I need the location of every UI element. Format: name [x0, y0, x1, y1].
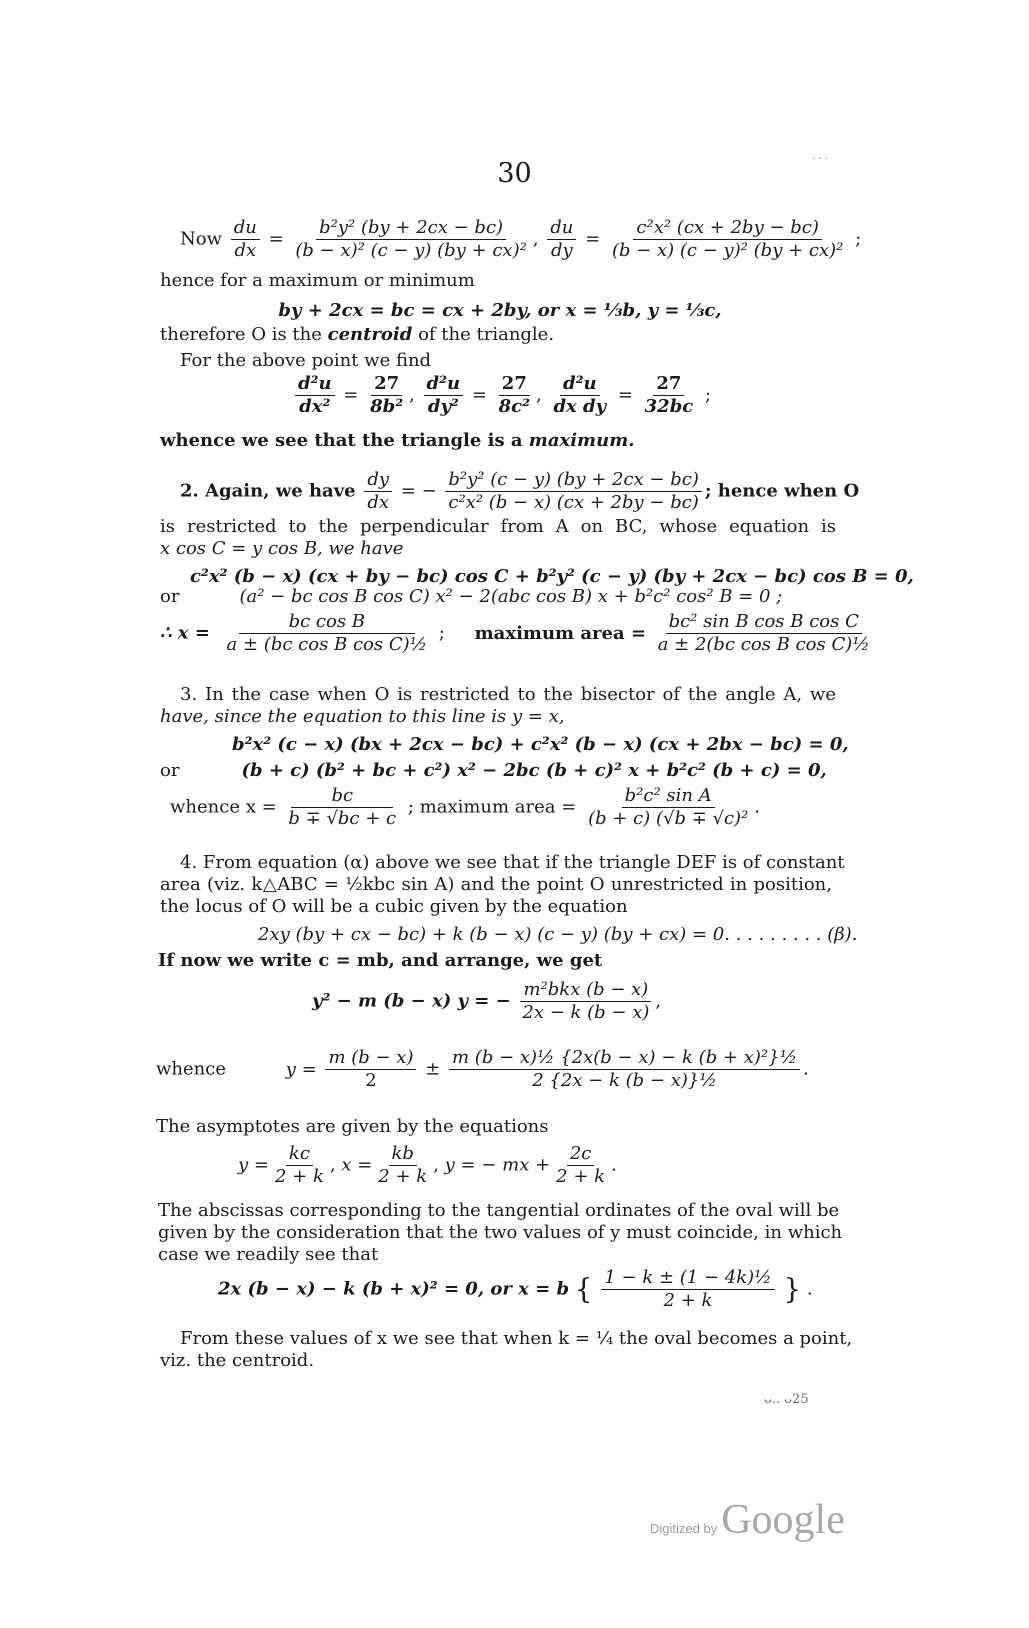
- text-line: given by the consideration that the two values of y must coincide, in which: [158, 1222, 843, 1243]
- text-line: have, since the equation to this line is y = x,: [160, 706, 565, 727]
- text-line: 4. From equation (α) above we see that if the triangle DEF is of constant: [180, 852, 845, 873]
- equation-beta: 2xy (by + cx − bc) + k (b − x) (c − y) (by + cx) = 0. . . . . . . . . (β).: [258, 924, 858, 945]
- text-line: whence we see that the triangle is a maximum.: [160, 430, 635, 451]
- equation-asymptotes: y = $\frac{kc}{2 + k}$ , x = $\frac{kb}{2 + k}$ , y = − mx + $\frac{2c}{2 + k}$ .: [238, 1143, 617, 1187]
- text-line: is restricted to the perpendicular from A on BC, whose equation is: [160, 516, 836, 537]
- text-line: area (viz. k△ABC = ½kbc sin A) and the point O unrestricted in position,: [160, 874, 832, 895]
- equation-whence-y: whence y = $\frac{m (b - x)}{2}$ ± $\frac{\text{m (b − x)½ \{2x(b − x) − k (b + x)²\}½}}{\text{2 \{2x − k (b − x)\}½}}$ .: [156, 1047, 809, 1091]
- equation-whence-x: whence x = $\frac{bc}{b \mp √bc + c}$ ; maximum area = $\frac{\text{b²c² sin A}}{\text{(b + c) (√b ∓ √c)²}}$ .: [170, 785, 761, 829]
- text-line: For the above point we find: [180, 350, 432, 371]
- text-line: hence for a maximum or minimum: [160, 270, 475, 291]
- text-line: therefore O is the centroid of the triangle.: [160, 324, 555, 345]
- equation-line: or (a² − bc cos B cos C) x² − 2(abc cos B) x + b²c² cos² B = 0 ;: [160, 586, 783, 607]
- equation-y-squared: y² − m (b − x) y = − $\frac{\text{m²bkx (b − x)}}{2x - k (b - x)}$ ,: [312, 979, 662, 1023]
- equation-du-dx: Now $\frac{du}{dx}$ = $\frac{\text{b²y² (by + 2cx − bc)}}{\text{(b − x)² (c − y) (by + cx)²}}$ , $\frac{du}{dy}$ = $\frac{\text{c²x² (cx + 2by − bc)}}{\text{(b − x) (c − y)² (by + cx)²}}$ ;: [180, 217, 862, 261]
- text-line: x cos C = y cos B, we have: [160, 538, 404, 559]
- digitized-by-google-watermark: Digitized by Google: [650, 1497, 845, 1543]
- equation-dy-dx: 2. Again, we have $\frac{dy}{dx}$ = − $\frac{\text{b²y² (c − y) (by + 2cx − bc)}}{\text{c²x² (b − x) (cx + 2by − bc)}}$ ; hence when O: [180, 469, 860, 513]
- page-number: 30: [497, 158, 532, 189]
- scan-stamp: ᴗ.. ᴗ25: [764, 1392, 809, 1407]
- text-line: The abscissas corresponding to the tangential ordinates of the oval will be: [158, 1200, 840, 1221]
- text-line: From these values of x we see that when k = ¼ the oval becomes a point,: [180, 1328, 853, 1349]
- text-line: The asymptotes are given by the equations: [156, 1116, 549, 1137]
- equation-line: b²x² (c − x) (bx + 2cx − bc) + c²x² (b − x) (cx + 2bx − bc) = 0,: [232, 734, 849, 755]
- text-line: viz. the centroid.: [160, 1350, 315, 1371]
- equation-line: c²x² (b − x) (cx + by − bc) cos C + b²y² (c − y) (by + 2cx − bc) cos B = 0,: [190, 566, 914, 587]
- equation-second-derivatives: $\frac{\text{d²u}}{\text{dx²}}$ = $\frac{27}{\text{8b²}}$ , $\frac{\text{d²u}}{\text{dy²}}$ = $\frac{27}{\text{8c²}}$ , $\frac{\text{d²u}}{\text{dx dy}}$ = $\frac{27}{32bc}$ ;: [292, 374, 711, 417]
- equation-x-maximum-area: ∴ x = $\frac{\text{bc cos B}}{\text{a ± (bc cos B cos C)½}}$ ; maximum area = $\frac{\text{bc² sin B cos B cos C}}{\text{a ± 2(bc cos B cos C)½}}$: [160, 611, 870, 655]
- text-line: the locus of O will be a cubic given by the equation: [160, 896, 628, 917]
- equation-abscissas: 2x (b − x) − k (b + x)² = 0, or x = b { $\frac{\text{1 − k ± (1 − 4k)½}}{2 + k}$ } .: [218, 1267, 813, 1311]
- text-line: case we readily see that: [158, 1244, 379, 1265]
- google-logo: Google: [721, 1497, 845, 1543]
- equation-line: or (b + c) (b² + bc + c²) x² − 2bc (b + c)² x + b²c² (b + c) = 0,: [160, 760, 827, 781]
- text-line: 3. In the case when O is restricted to the bisector of the angle A, we: [180, 684, 836, 705]
- equation-line: by + 2cx = bc = cx + 2by, or x = ⅓b, y = ⅓c,: [278, 300, 722, 321]
- scan-dots: · · ·: [812, 154, 828, 165]
- text-line: If now we write c = mb, and arrange, we get: [158, 950, 603, 971]
